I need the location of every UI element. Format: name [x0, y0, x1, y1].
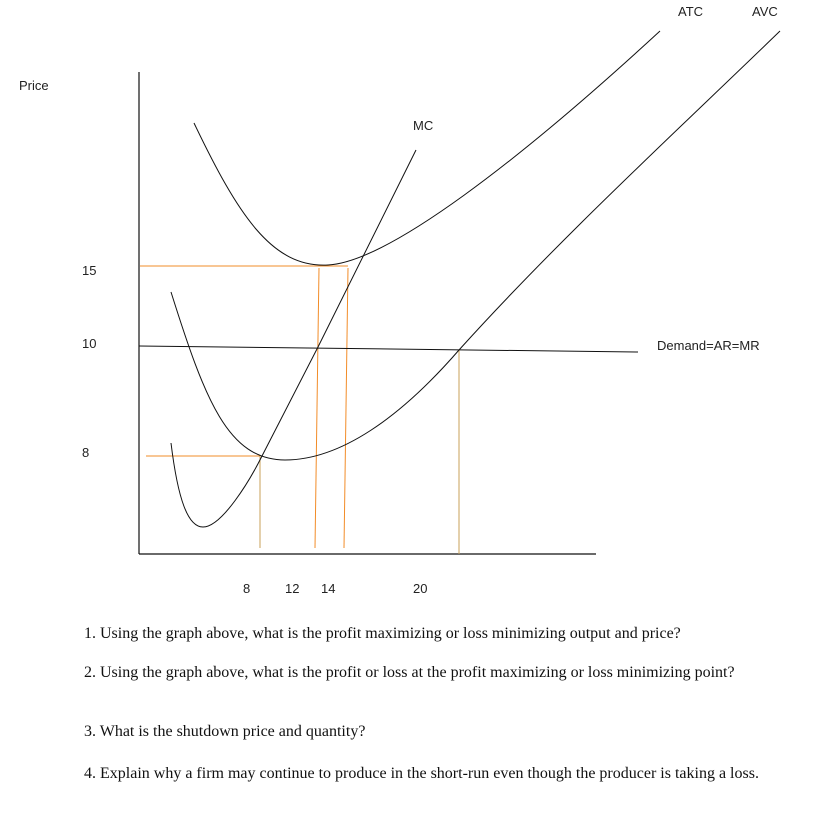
mc-label: MC [413, 118, 434, 133]
y-axis-label: Price [19, 78, 49, 93]
guide-vertical-a [315, 268, 319, 548]
x-tick-14: 14 [321, 581, 336, 596]
avc-label: AVC [752, 4, 778, 19]
y-tick-8: 8 [82, 445, 90, 460]
demand-label: Demand=AR=MR [657, 338, 760, 353]
guide-vertical-b [344, 268, 348, 548]
y-tick-15: 15 [82, 263, 97, 278]
atc-label: ATC [678, 4, 704, 19]
demand-line [139, 346, 638, 352]
question-4: 4. Explain why a firm may continue to produce in the short-run even though the producer is taking a loss. [84, 765, 759, 782]
mc-curve [171, 150, 416, 527]
avc-curve [171, 31, 780, 460]
question-3: 3. What is the shutdown price and quantity? [84, 723, 366, 740]
x-tick-8: 8 [243, 581, 251, 596]
x-tick-20: 20 [413, 581, 428, 596]
x-tick-12: 12 [285, 581, 300, 596]
atc-curve [194, 31, 660, 265]
question-2: 2. Using the graph above, what is the profit or loss at the profit maximizing or loss minimizing point? [84, 664, 735, 681]
question-1: 1. Using the graph above, what is the profit maximizing or loss minimizing output and price? [84, 625, 681, 642]
y-tick-10: 10 [82, 336, 97, 351]
guide-lines [140, 266, 459, 554]
